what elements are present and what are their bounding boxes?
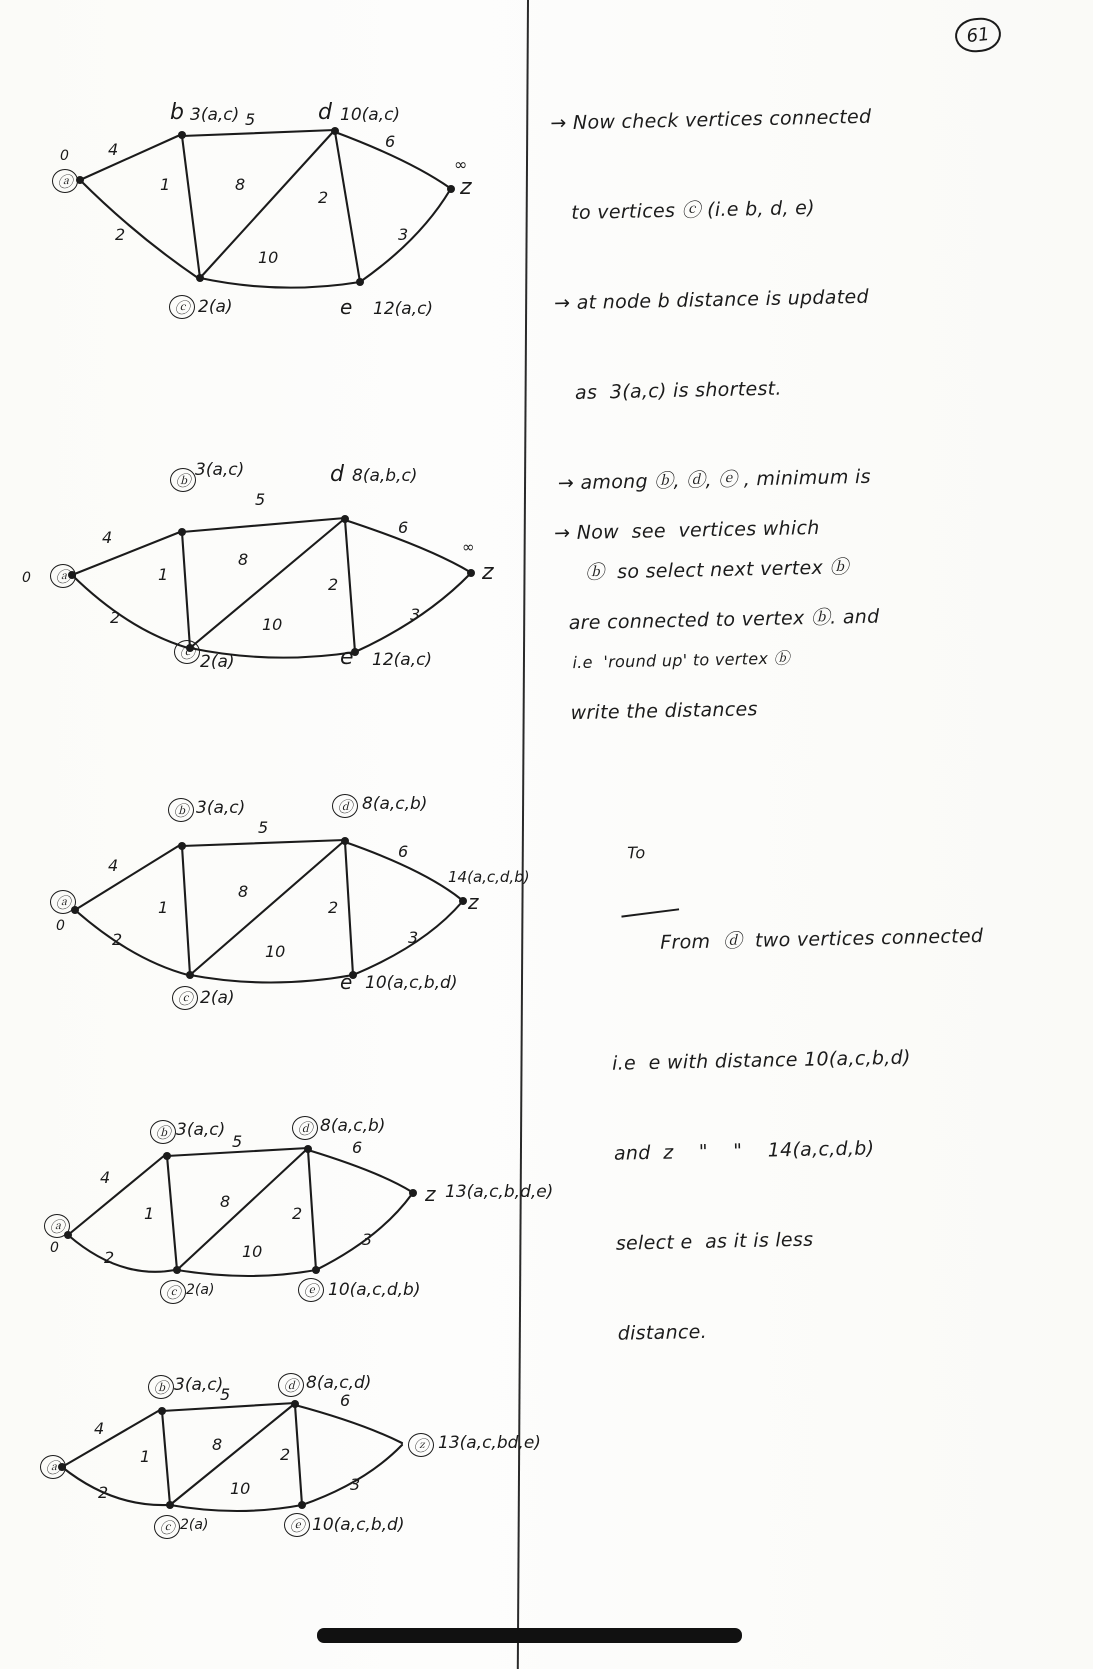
graph-2-node-c: ⓒ [174, 640, 200, 664]
graph-2-edges [10, 440, 520, 680]
graph-4-dist-z: 13(a,c,b,d,e) [445, 1182, 554, 1202]
graph-2-weight-dz: 6 [398, 518, 409, 537]
graph-1-weight-ac: 2 [115, 225, 126, 244]
graph-4-node-z: z [425, 1182, 436, 1206]
graph-5-weight-ez: 3 [350, 1475, 361, 1494]
graph-1-dist-b: 3(a,c) [190, 105, 240, 125]
graph-1-dist-z: ∞ [454, 155, 468, 174]
graph-3-weight-ab: 4 [108, 856, 119, 875]
graph-2-weight-bc: 1 [158, 565, 169, 584]
graph-3-dist-e: 10(a,c,b,d) [365, 973, 458, 993]
graph-4-weight-cd: 8 [220, 1192, 231, 1211]
graph-3-dist-d: 8(a,c,b) [362, 794, 428, 814]
graph-5-weight-de: 2 [280, 1445, 291, 1464]
graph-5-dist-z: 13(a,c,bd,e) [438, 1433, 541, 1453]
graph-4-dist-b: 3(a,c) [176, 1120, 226, 1140]
note-1-line-4: as 3(a,c) is shortest. [555, 377, 782, 405]
graph-1-dist-e: 12(a,c) [373, 299, 434, 319]
graph-4-node-c: ⓒ [160, 1280, 186, 1304]
graph-5-node-c: ⓒ [154, 1515, 180, 1539]
note-3-line-3: i.e e with distance 10(a,c,b,d) [599, 1046, 911, 1076]
graph-1-weight-ab: 4 [108, 140, 119, 159]
note-1-line-1: → Now check vertices connected [550, 105, 872, 135]
graph-5-dist-e: 10(a,c,b,d) [312, 1515, 405, 1535]
graph-1-dist-a: 0 [60, 148, 69, 164]
graph-5-dist-d: 8(a,c,d) [306, 1373, 372, 1393]
graph-2-node-d: d [330, 462, 344, 487]
graph-2-node-b: ⓑ [170, 468, 196, 492]
note-1-line-7: i.e 'round up' to vertex ⓑ [561, 648, 791, 673]
graph-3-node-b: ⓑ [168, 798, 194, 822]
graph-3-dist-b: 3(a,c) [196, 798, 246, 818]
graph-4-weight-ez: 3 [362, 1230, 373, 1249]
graph-2 [10, 440, 520, 680]
graph-3-node-e: e [340, 970, 353, 994]
note-1-line-6: ⓑ so select next vertex ⓑ [559, 556, 849, 585]
graph-5-node-b: ⓑ [148, 1375, 174, 1399]
graph-3-dist-z: 14(a,c,d,b) [448, 868, 530, 886]
graph-1-weight-de: 2 [318, 188, 329, 207]
graph-4-node-a: ⓐ [44, 1214, 70, 1238]
note-1-line-3: → at node b distance is updated [553, 285, 870, 315]
note-3-line-2: From ⓓ two vertices connected [660, 924, 984, 954]
graph-2-node-z: z [482, 560, 494, 585]
note-2-line-3: write the distances [557, 698, 758, 725]
graph-5-node-d: ⓓ [278, 1373, 304, 1397]
graph-2-weight-bd: 5 [255, 490, 266, 509]
graph-2-dist-z: ∞ [462, 538, 475, 556]
graph-5-dist-c: 2(a) [180, 1517, 209, 1533]
graph-3-weight-ce: 10 [265, 942, 286, 961]
graph-1-weight-bc: 1 [160, 175, 171, 194]
note-block-3 [593, 771, 993, 1409]
graph-5-weight-cd: 8 [212, 1435, 223, 1454]
strikethrough-mark [622, 908, 680, 917]
graph-2-weight-ab: 4 [102, 528, 113, 547]
graph-3-node-a: ⓐ [50, 890, 76, 914]
graph-4-node-e: ⓔ [298, 1278, 324, 1302]
graph-1-node-z: z [460, 175, 472, 200]
graph-1-dist-d: 10(a,c) [340, 105, 401, 125]
graph-4-node-b: ⓑ [150, 1120, 176, 1144]
graph-5-dist-b: 3(a,c) [174, 1375, 224, 1395]
graph-2-dist-d: 8(a,b,c) [352, 466, 418, 486]
graph-5-weight-bd: 5 [220, 1385, 231, 1404]
bottom-black-bar [317, 1628, 742, 1643]
graph-5-node-e: ⓔ [284, 1513, 310, 1537]
page-number: 61 [953, 16, 1002, 55]
graph-1-node-a: ⓐ [52, 169, 78, 193]
graph-1-weight-cd: 8 [235, 175, 246, 194]
graph-2-weight-ez: 3 [410, 605, 421, 624]
graph-5-weight-bc: 1 [140, 1447, 151, 1466]
graph-5-node-z: ⓩ [408, 1433, 434, 1457]
graph-4-node-d: ⓓ [292, 1116, 318, 1140]
graph-2-weight-de: 2 [328, 575, 339, 594]
note-3-line-6: distance. [604, 1320, 708, 1345]
graph-4-dist-e: 10(a,c,d,b) [328, 1280, 421, 1300]
note-2-line-1: → Now see vertices which [553, 516, 820, 545]
graph-1-weight-ce: 10 [258, 248, 279, 267]
graph-2-node-e: e [340, 645, 354, 670]
graph-1 [30, 50, 520, 319]
graph-4-dist-a: 0 [50, 1240, 59, 1256]
graph-1-node-c: ⓒ [169, 295, 195, 319]
graph-4 [20, 1116, 580, 1320]
graph-5-weight-ce: 10 [230, 1479, 251, 1498]
note-1-line-2: to vertices ⓒ (i.e b, d, e) [552, 196, 816, 225]
graph-5-weight-ac: 2 [98, 1483, 109, 1502]
graph-2-weight-cd: 8 [238, 550, 249, 569]
note-block-2 [553, 452, 883, 789]
graph-4-weight-dz: 6 [352, 1138, 363, 1157]
graph-3-edges [20, 790, 540, 1020]
graph-3-node-z: z [468, 890, 479, 914]
graph-3-node-d: ⓓ [332, 794, 358, 818]
graph-2-dist-a: 0 [22, 570, 31, 586]
graph-3-weight-dz: 6 [398, 842, 409, 861]
note-3-line-1: To [594, 843, 646, 864]
graph-2-dist-c: 2(a) [200, 652, 235, 672]
graph-2-dist-e: 12(a,c) [372, 650, 433, 670]
graph-3-dist-a: 0 [56, 918, 65, 934]
graph-5-edges [20, 1375, 600, 1555]
graph-3-dist-c: 2(a) [200, 988, 235, 1008]
graph-4-weight-bd: 5 [232, 1132, 243, 1151]
note-2-line-2: are connected to vertex ⓑ. and [555, 605, 880, 635]
graph-1-edges [30, 50, 520, 310]
graph-1-weight-dz: 6 [385, 132, 396, 151]
graph-4-weight-ac: 2 [104, 1248, 115, 1267]
graph-4-weight-ab: 4 [100, 1168, 111, 1187]
graph-1-node-b: b [170, 100, 184, 125]
graph-5-weight-dz: 6 [340, 1391, 351, 1410]
graph-4-dist-d: 8(a,c,b) [320, 1116, 386, 1136]
graph-4-weight-ce: 10 [242, 1242, 263, 1261]
note-3-line-5: select e as it is less [602, 1228, 814, 1256]
graph-1-weight-ez: 3 [398, 225, 409, 244]
graph-3-weight-cd: 8 [238, 882, 249, 901]
note-1-line-5: → among ⓑ, ⓓ, ⓔ , minimum is [557, 465, 872, 495]
graph-3-weight-bc: 1 [158, 898, 169, 917]
graph-5 [20, 1375, 600, 1555]
graph-4-weight-de: 2 [292, 1204, 303, 1223]
graph-2-dist-b: 3(a,c) [195, 460, 245, 480]
graph-5-weight-ab: 4 [94, 1419, 105, 1438]
graph-1-dist-c: 2(a) [198, 297, 233, 317]
graph-2-node-a: ⓐ [50, 564, 76, 588]
graph-3-weight-de: 2 [328, 898, 339, 917]
graph-3-weight-ez: 3 [408, 928, 419, 947]
graph-3-weight-ac: 2 [112, 930, 123, 949]
graph-1-node-d: d [318, 100, 332, 125]
graph-4-dist-c: 2(a) [186, 1282, 215, 1298]
graph-3-weight-bd: 5 [258, 818, 269, 837]
graph-3 [20, 790, 540, 1020]
graph-1-node-e: e [340, 295, 353, 319]
graph-2-weight-ac: 2 [110, 608, 121, 627]
graph-4-weight-bc: 1 [144, 1204, 155, 1223]
note-3-line-4: and z " " 14(a,c,d,b) [601, 1137, 875, 1166]
graph-2-weight-ce: 10 [262, 615, 283, 634]
graph-3-node-c: ⓒ [172, 986, 198, 1010]
graph-1-weight-bd: 5 [245, 110, 256, 129]
graph-5-node-a: ⓐ [40, 1455, 66, 1479]
